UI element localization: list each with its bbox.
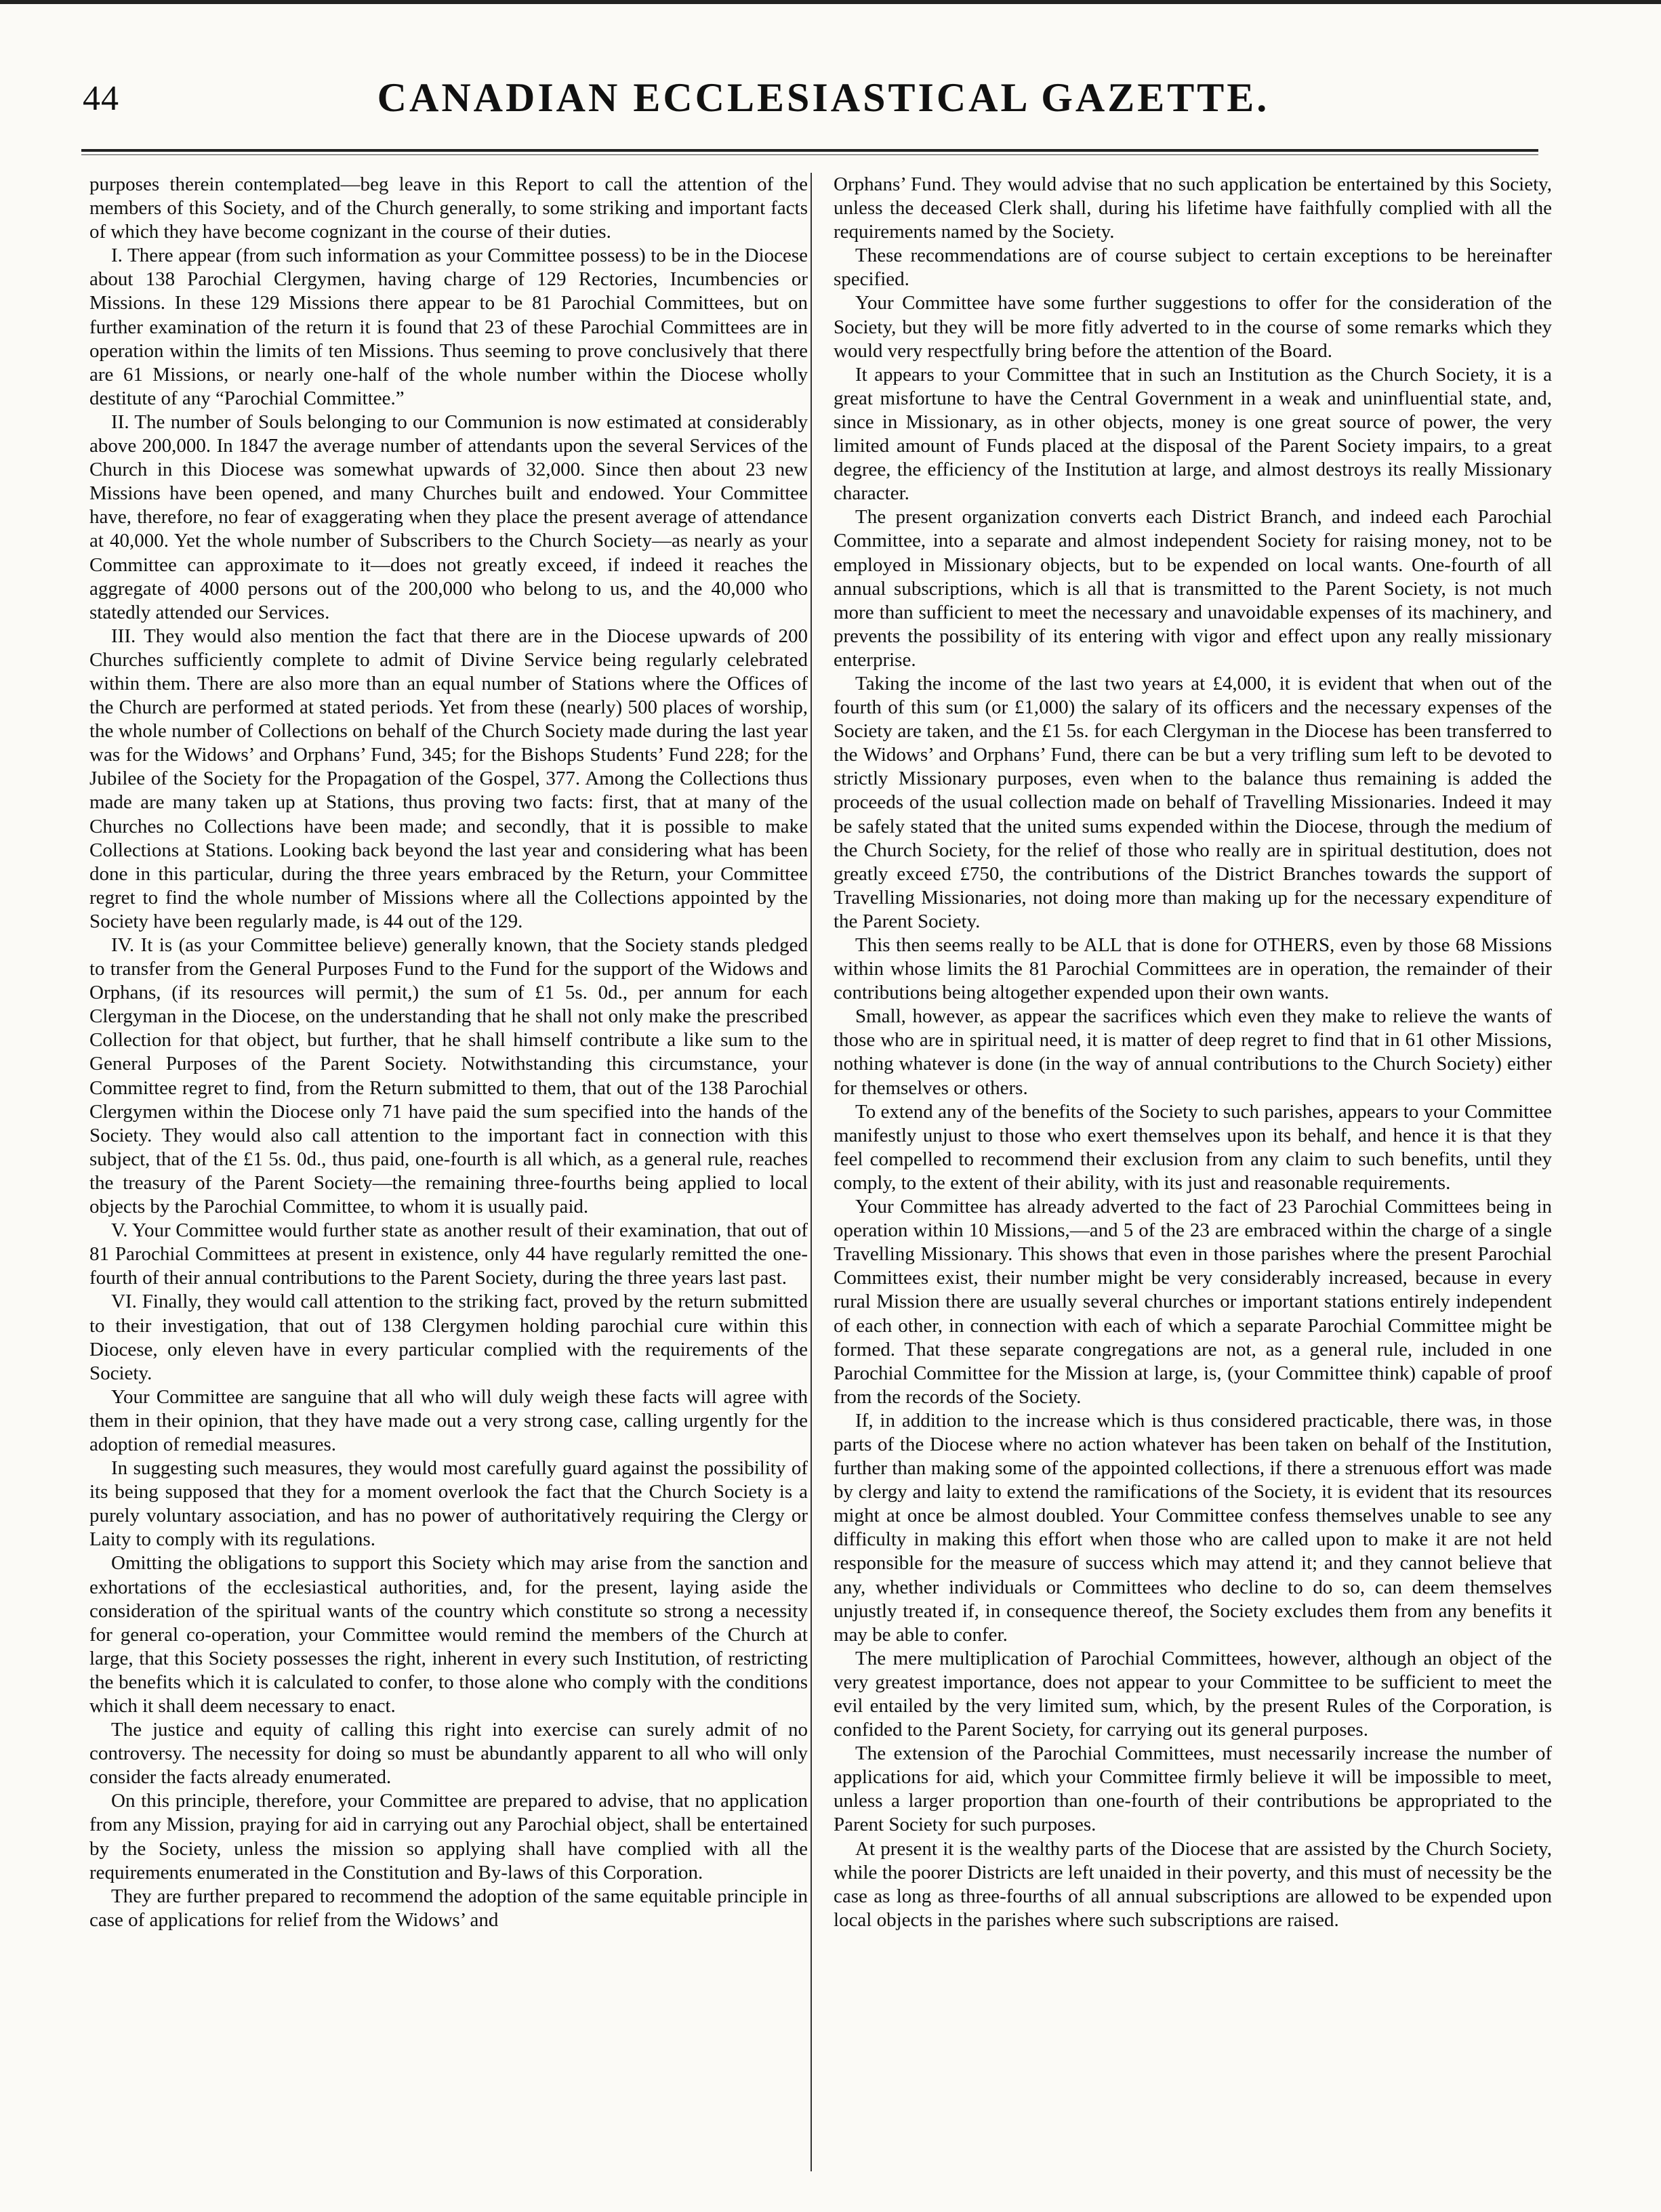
paragraph: If, in addition to the increase which is thus considered practicable, there was, in those parts of the Diocese where no action whatever has been taken on behalf of the Institution, further than making some of the appointed collections, if there a strenuous effort was made by clergy and laity to extend the ramifications of the Society, it is evident that its resources might at once be almost doubled. Your Committee confess themselves unable to see any difficulty in making this effort when those who are called upon to make it are not held responsible for the measure of success which may attend it; and they cannot believe that any, whether individuals or Committees who decline to do so, can deem themselves unjustly treated if, in consequence thereof, the Society excludes them from any benefits it may be able to confer. xyxy=(834,1409,1552,1646)
paragraph: purposes therein contemplated—beg leave in this Report to call the attention of the members of this Society, and of the Church generally, to some striking and important facts of which they have become cognizant in the course of their duties. xyxy=(89,173,808,243)
left-column xyxy=(89,173,808,1932)
paragraph: Small, however, as appear the sacrifices which even they make to relieve the wants of those who are in spiritual need, it is matter of deep regret to find that in 61 other Missions, nothing whatever is done (in the way of annual contributions to the Church Society) either for themselves or others. xyxy=(834,1005,1552,1099)
paragraph: Omitting the obligations to support this Society which may arise from the sanction and exhortations of the ecclesiastical authorities, and, for the present, laying aside the consideration of the spiritual wants of the country which constitute so strong a necessity for general co-operation, your Committee would remind the members of the Church at large, that this Society possesses the right, inherent in every such Institution, of restricting the benefits which it is calculated to confer, to those alone who comply with the conditions which it shall deem necessary to enact. xyxy=(89,1552,808,1717)
paragraph: The extension of the Parochial Committees, must necessarily increase the number of applications for aid, which your Committee firmly believe it will be impossible to meet, unless a larger proportion than one-fourth of their contributions be appropriated to the Parent Society for such purposes. xyxy=(834,1743,1552,1836)
paragraph: V. Your Committee would further state as another result of their examination, that out of 81 Parochial Committees at present in existence, only 44 have regularly remitted the one-fourth of their annual contributions to the Parent Society, during the three years last past. xyxy=(89,1219,808,1289)
page-header xyxy=(68,75,1579,129)
paragraph: IV. It is (as your Committee believe) generally known, that the Society stands pledged to transfer from the General Purposes Fund to the Fund for the support of the Widows and Orphans, (if its resources will permit,) the sum of £1 5s. 0d., per annum for each Clergyman in the Diocese, on the understanding that he shall not only make the prescribed Collection for that object, but further, that he shall himself contribute a like sum to the General Purposes of the Parent Society. Notwithstanding this circumstance, your Committee regret to find, from the Return submitted to them, that out of the 138 Parochial Clergymen within the Diocese only 71 have paid the sum specified into the hands of the Society. They would also call attention to the important fact in connection with this subject, that of the £1 5s. 0d., thus paid, one-fourth is all which, as a general rule, reaches the treasury of the Parent Society—the remaining three-fourths being applied to local objects by the Parochial Committee, to whom it is usually paid. xyxy=(89,934,808,1218)
paragraph: Your Committee have some further suggestions to offer for the consideration of the Society, but they will be more fitly adverted to in the course of some remarks which they would very respectfully bring before the attention of the Board. xyxy=(834,292,1552,362)
paragraph: VI. Finally, they would call attention to the striking fact, proved by the return submitted to their investigation, that out of 138 Clergymen holding parochial cure within this Diocese, only eleven have in every particular complied with the requirements of the Society. xyxy=(89,1291,808,1384)
column-divider xyxy=(811,173,812,2171)
paragraph: Your Committee has already adverted to the fact of 23 Parochial Committees being in operation within 10 Missions,—and 5 of the 23 are embraced within the charge of a single Travelling Missionary. This shows that even in those parishes where the present Parochial Committees exist, their number might be very considerably increased, because in every rural Mission there are usually several churches or important stations entirely independent of each other, in connection with each of which a separate Parochial Committee might be formed. That these separate congregations are not, as a general rule, included in one Parochial Committee for the Mission at large, is, (your Committee think) capable of proof from the records of the Society. xyxy=(834,1196,1552,1408)
top-edge-rule xyxy=(0,0,1661,4)
paragraph: They are further prepared to recommend the adoption of the same equitable principle in case of applications for relief from the Widows’ and xyxy=(89,1885,808,1931)
paragraph: It appears to your Committee that in such an Institution as the Church Society, it is a great misfortune to have the Central Government in a weak and uninfluential state, and, since in Missionary, as in other objects, money is one great source of power, the very limited amount of Funds placed at the disposal of the Parent Society impairs, to a great degree, the efficiency of the Institution at large, and almost destroys its really Missionary character. xyxy=(834,363,1552,505)
paragraph: This then seems really to be ALL that is done for OTHERS, even by those 68 Missions within whose limits the 81 Parochial Committees are in operation, the remainder of their contributions being altogether expended upon their own wants. xyxy=(834,934,1552,1004)
paragraph: III. They would also mention the fact that there are in the Diocese upwards of 200 Churches sufficiently complete to admit of Divine Service being regularly celebrated within them. There are also more than an equal number of Stations where the Offices of the Church are performed at stated periods. Yet from these (nearly) 500 places of worship, the whole number of Collections on behalf of the Church Society made during the last year was for the Widows’ and Orphans’ Fund, 345; for the Bishops Students’ Fund 228; for the Jubilee of the Society for the Propagation of the Gospel, 377. Among the Collections thus made are many taken up at Stations, thus proving two facts: first, that at many of the Churches no Collections have been made; and secondly, that it is possible to make Collections at Stations. Looking back beyond the last year and considering what has been done in this particular, during the three years embraced by the Return, your Committee regret to find the whole number of Missions where all the Collections appointed by the Society have been regularly made, is 44 out of the 129. xyxy=(89,625,808,932)
paragraph: On this principle, therefore, your Committee are prepared to advise, that no application from any Mission, praying for aid in carrying out any Parochial object, shall be entertained by the Society, unless the mission so applying shall have complied with all the requirements enumerated in the Constitution and By-laws of this Corporation. xyxy=(89,1790,808,1883)
page-number: 44 xyxy=(83,79,119,118)
paragraph: Orphans’ Fund. They would advise that no such application be entertained by this Society, unless the deceased Clerk shall, during his lifetime have faithfully complied with all the requirements named by the Society. xyxy=(834,173,1552,243)
header-rule xyxy=(81,149,1538,152)
paragraph: The justice and equity of calling this right into exercise can surely admit of no controversy. The necessity for doing so must be abundantly apparent to all who will only consider the facts already enumerated. xyxy=(89,1719,808,1789)
paragraph: To extend any of the benefits of the Society to such parishes, appears to your Committee manifestly unjust to those who exert themselves upon its behalf, and hence it is that they feel compelled to recommend their exclusion from any claim to such benefits, until they comply, to the extent of their ability, with its just and reasonable requirements. xyxy=(834,1100,1552,1194)
paragraph: In suggesting such measures, they would most carefully guard against the possibility of its being supposed that they for a moment overlook the fact that the Church Society is a purely voluntary association, and has no power of authoritatively requiring the Clergy or Laity to comply with its regulations. xyxy=(89,1457,808,1551)
paragraph: At present it is the wealthy parts of the Diocese that are assisted by the Church Society, while the poorer Districts are left unaided in their poverty, and this must of necessity be the case as long as three-fourths of all annual subscriptions are allowed to be expended upon local objects in the parishes where such subscriptions are raised. xyxy=(834,1837,1552,1931)
paragraph: Taking the income of the last two years at £4,000, it is evident that when out of the fourth of this sum (or £1,000) the salary of its officers and the necessary expenses of the Society are taken, and the £1 5s. for each Clergyman in the Diocese has been transferred to the Widows’ and Orphans’ Fund, there can be but a very trifling sum left to be devoted to strictly Missionary purposes, even when to the balance thus remaining is added the proceeds of the usual collection made on behalf of Travelling Missionaries. Indeed it may be safely stated that the united sums expended within the Diocese, through the medium of the Church Society, for the relief of those who really are in spiritual destitution, does not greatly exceed £750, the contributions of the District Branches towards the support of Travelling Missionaries, not doing more than making up for the necessary expenditure of the Parent Society. xyxy=(834,672,1552,932)
paragraph: The present organization converts each District Branch, and indeed each Parochial Committee, into a separate and almost independent Society for raising money, not to be employed in Missionary objects, but to be expended on local wants. One-fourth of all annual subscriptions, which is all that is transmitted to the Parent Society, is not much more than sufficient to meet the necessary and unavoidable expenses of its machinery, and prevents the possibility of its entering with vigor and effect upon any really missionary enterprise. xyxy=(834,506,1552,671)
paragraph: These recommendations are of course subject to certain exceptions to be hereinafter specified. xyxy=(834,245,1552,291)
header-rule-thin xyxy=(81,154,1538,155)
page-title: CANADIAN ECCLESIASTICAL GAZETTE. xyxy=(377,75,1270,120)
paragraph: Your Committee are sanguine that all who will duly weigh these facts will agree with them in their opinion, that they have made out a very strong case, calling urgently for the adoption of remedial measures. xyxy=(89,1385,808,1455)
paragraph: II. The number of Souls belonging to our Communion is now estimated at considerably above 200,000. In 1847 the average number of attendants upon the several Services of the Church in this Diocese was somewhat upwards of 32,000. Since then about 23 new Missions have been opened, and many Churches built and endowed. Your Committee have, therefore, no fear of exaggerating when they place the present average of attendance at 40,000. Yet the whole number of Subscribers to the Church Society—as nearly as your Committee can approximate to it—does not greatly exceed, if indeed it reaches the aggregate of 4000 persons out of the 200,000 who belong to us, and the 40,000 who statedly attended our Services. xyxy=(89,411,808,623)
paragraph: I. There appear (from such information as your Committee possess) to be in the Diocese about 138 Parochial Clergymen, having charge of 129 Rectories, Incumbencies or Missions. In these 129 Missions there appear to be 81 Parochial Committees, but on further examination of the return it is found that 23 of these Parochial Committees are in operation within the limits of ten Missions. Thus seeming to prove conclusively that there are 61 Missions, or nearly one-half of the whole number within the Diocese wholly destitute of any “Parochial Committee.” xyxy=(89,245,808,409)
paragraph: The mere multiplication of Parochial Committees, however, although an object of the very greatest importance, does not appear to your Committee to be sufficient to meet the evil entailed by the very limited sum, which, by the present Rules of the Corporation, is confided to the Parent Society, for carrying out its general purposes. xyxy=(834,1647,1552,1741)
right-column xyxy=(834,173,1552,1932)
